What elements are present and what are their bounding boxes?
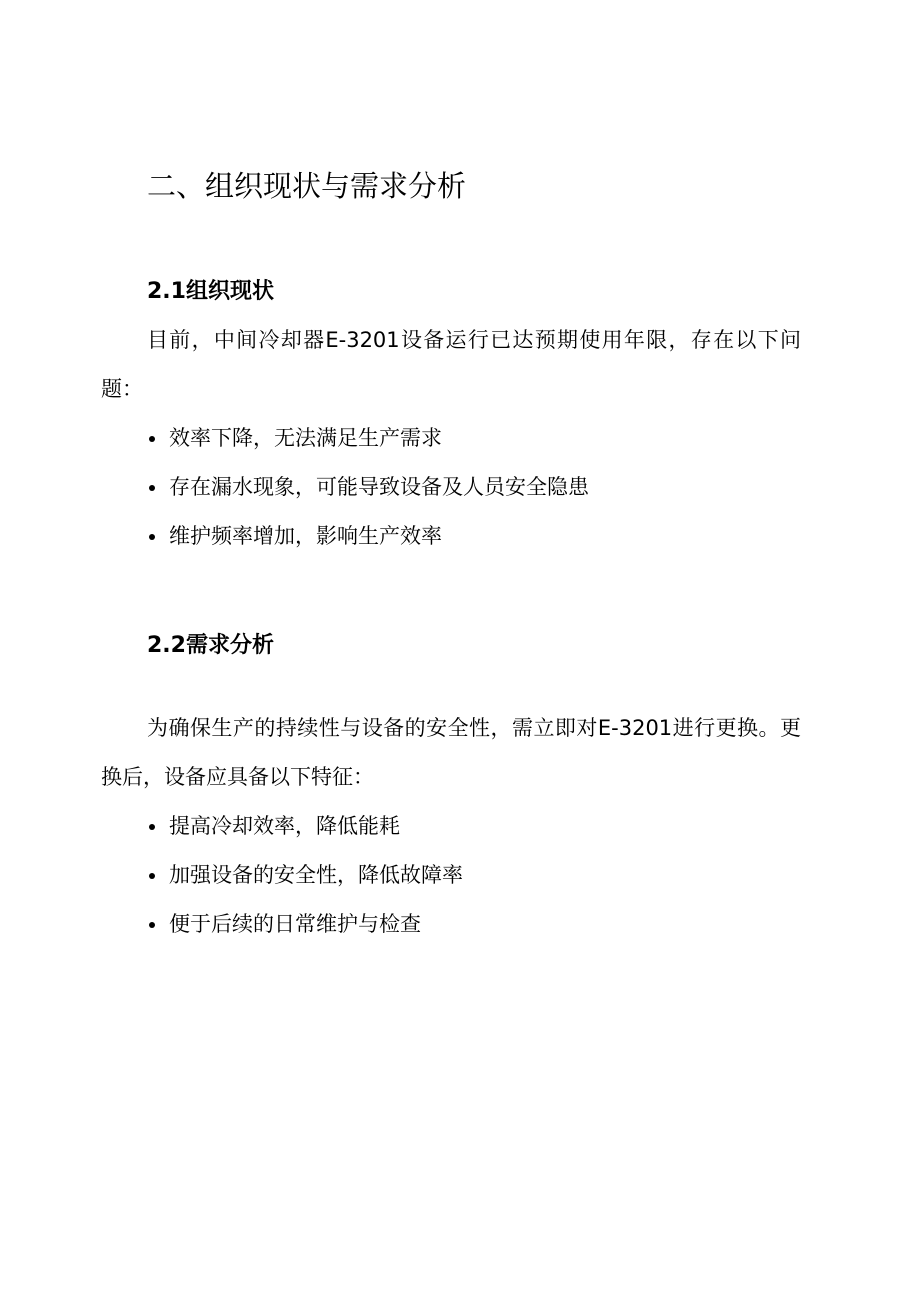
section-2-2-paragraph: 为确保生产的持续性与设备的安全性，需立即对E-3201进行更换。更换后，设备应具备以下特征： [101, 716, 801, 789]
list-item-text: 效率下降，无法满足生产需求 [169, 426, 442, 450]
list-item-text: 加强设备的安全性，降低故障率 [169, 863, 463, 887]
bullet-icon [149, 922, 155, 928]
section-heading-2-1: 2.1组织现状 [147, 279, 274, 304]
section-2-1-paragraph: 目前，中间冷却器E-3201设备运行已达预期使用年限，存在以下问题： [101, 328, 801, 401]
section-heading-2-2: 2.2需求分析 [147, 633, 274, 658]
list-item-text: 提高冷却效率，降低能耗 [169, 814, 400, 838]
list-item-text: 维护频率增加，影响生产效率 [169, 524, 442, 548]
chapter-title: 二、组织现状与需求分析 [147, 169, 467, 203]
list-item [147, 900, 463, 949]
bullet-icon [149, 873, 155, 879]
bullet-icon [149, 824, 155, 830]
list-item [147, 463, 589, 512]
list-item [147, 414, 589, 463]
section-2-2-bullet-list [147, 802, 463, 949]
list-item-text: 便于后续的日常维护与检查 [169, 912, 421, 936]
list-item [147, 512, 589, 561]
list-item [147, 802, 463, 851]
bullet-icon [149, 436, 155, 442]
section-2-1-bullet-list [147, 414, 589, 561]
list-item-text: 存在漏水现象，可能导致设备及人员安全隐患 [169, 475, 589, 499]
bullet-icon [149, 485, 155, 491]
list-item [147, 851, 463, 900]
bullet-icon [149, 534, 155, 540]
